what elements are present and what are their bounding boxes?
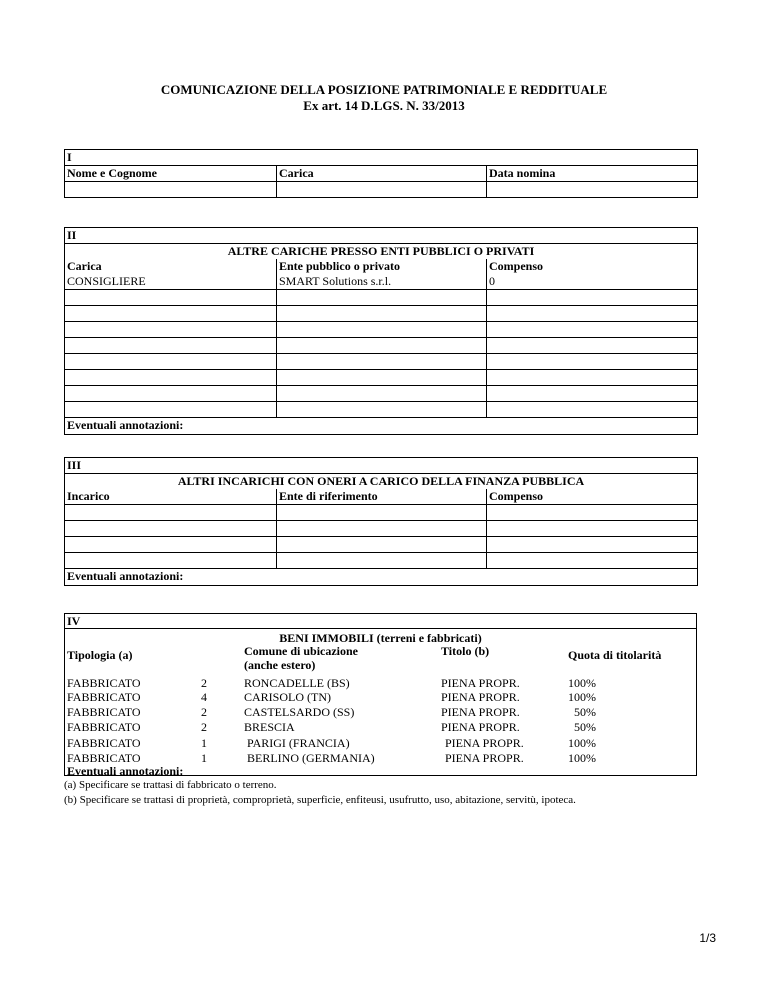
cell-ente-value: SMART Solutions s.r.l. <box>277 274 487 290</box>
header-comune-estero: (anche estero) <box>244 658 316 672</box>
table-row <box>65 402 698 418</box>
row-number: 2 <box>201 676 207 690</box>
title-line-2: Ex art. 14 D.LGS. N. 33/2013 <box>303 98 465 113</box>
row-quota: 100% <box>568 751 596 765</box>
header-tipologia: Tipologia (a) <box>67 648 133 662</box>
section-2-number: II <box>65 228 698 244</box>
row-titolo: PIENA PROPR. <box>441 720 520 734</box>
row-tipologia: FABBRICATO <box>67 736 141 750</box>
section-4-notes-label: Eventuali annotazioni: <box>67 764 184 778</box>
header-nome-cognome: Nome e Cognome <box>65 166 277 182</box>
row-comune: PARIGI (FRANCIA) <box>247 736 350 750</box>
row-quota: 100% <box>568 736 596 750</box>
header-incarico: Incarico <box>65 489 277 505</box>
row-comune: BERLINO (GERMANIA) <box>247 751 375 765</box>
row-comune: CARISOLO (TN) <box>244 690 331 704</box>
section-3-number: III <box>65 458 698 474</box>
row-tipologia: FABBRICATO <box>67 676 141 690</box>
section-2-table <box>64 227 698 435</box>
header-titolo: Titolo (b) <box>441 644 490 658</box>
header-ente-riferimento: Ente di riferimento <box>277 489 487 505</box>
section-3-notes-label: Eventuali annotazioni: <box>65 569 698 586</box>
footnote-b: (b) Specificare se trattasi di proprietà, comproprietà, superficie, enfiteusi, usufrutto, uso, abitazione, servitù, ipoteca. <box>64 794 576 806</box>
row-titolo: PIENA PROPR. <box>445 751 524 765</box>
cell-nome-cognome <box>65 182 277 198</box>
row-tipologia: FABBRICATO <box>67 720 141 734</box>
cell-compenso-value: 0 <box>487 274 698 290</box>
title-line-1: COMUNICAZIONE DELLA POSIZIONE PATRIMONIALE E REDDITUALE <box>160 82 608 97</box>
row-tipologia: FABBRICATO <box>67 705 141 719</box>
header-quota: Quota di titolarità <box>568 648 662 662</box>
row-titolo: PIENA PROPR. <box>441 690 520 704</box>
table-row <box>65 386 698 402</box>
row-quota: 50% <box>574 720 596 734</box>
section-3-title: ALTRI INCARICHI CON ONERI A CARICO DELLA FINANZA PUBBLICA <box>65 474 698 490</box>
table-row <box>65 322 698 338</box>
row-number: 2 <box>201 705 207 719</box>
header-compenso: Compenso <box>487 259 698 274</box>
table-row <box>65 354 698 370</box>
section-4-title: BENI IMMOBILI (terreni e fabbricati) <box>279 631 482 645</box>
table-row <box>65 537 698 553</box>
table-row <box>65 338 698 354</box>
footnote-a: (a) Specificare se trattasi di fabbricato o terreno. <box>64 779 277 791</box>
row-comune: CASTELSARDO (SS) <box>244 705 355 719</box>
row-quota: 100% <box>568 690 596 704</box>
row-number: 1 <box>201 751 207 765</box>
section-2-title: ALTRE CARICHE PRESSO ENTI PUBBLICI O PRIVATI <box>65 244 698 260</box>
row-tipologia: FABBRICATO <box>67 690 141 704</box>
section-1-table <box>64 149 698 198</box>
section-4-header-row <box>65 614 696 629</box>
row-number: 4 <box>201 690 207 704</box>
header-carica: Carica <box>277 166 487 182</box>
table-row <box>65 306 698 322</box>
table-row <box>65 370 698 386</box>
cell-data-nomina <box>487 182 698 198</box>
table-row <box>65 290 698 306</box>
table-row <box>65 521 698 537</box>
cell-carica-value: CONSIGLIERE <box>65 274 277 290</box>
page-number: 1/3 <box>699 931 716 945</box>
page-title <box>0 82 768 114</box>
header-ente: Ente pubblico o privato <box>277 259 487 274</box>
table-row <box>65 505 698 521</box>
table-row <box>65 553 698 569</box>
row-quota: 100% <box>568 676 596 690</box>
cell-carica <box>277 182 487 198</box>
row-number: 2 <box>201 720 207 734</box>
row-titolo: PIENA PROPR. <box>441 676 520 690</box>
row-quota: 50% <box>574 705 596 719</box>
row-number: 1 <box>201 736 207 750</box>
section-4-table <box>64 613 697 776</box>
row-tipologia: FABBRICATO <box>67 751 141 765</box>
row-comune: BRESCIA <box>244 720 295 734</box>
section-2-notes-label: Eventuali annotazioni: <box>65 418 698 435</box>
row-titolo: PIENA PROPR. <box>445 736 524 750</box>
header-carica-2: Carica <box>65 259 277 274</box>
section-1-number: I <box>65 150 698 166</box>
section-4-number: IV <box>67 614 81 628</box>
row-titolo: PIENA PROPR. <box>441 705 520 719</box>
header-comune: Comune di ubicazione <box>244 644 359 658</box>
section-3-table <box>64 457 698 586</box>
header-compenso-3: Compenso <box>487 489 698 505</box>
row-comune: RONCADELLE (BS) <box>244 676 350 690</box>
header-data-nomina: Data nomina <box>487 166 698 182</box>
